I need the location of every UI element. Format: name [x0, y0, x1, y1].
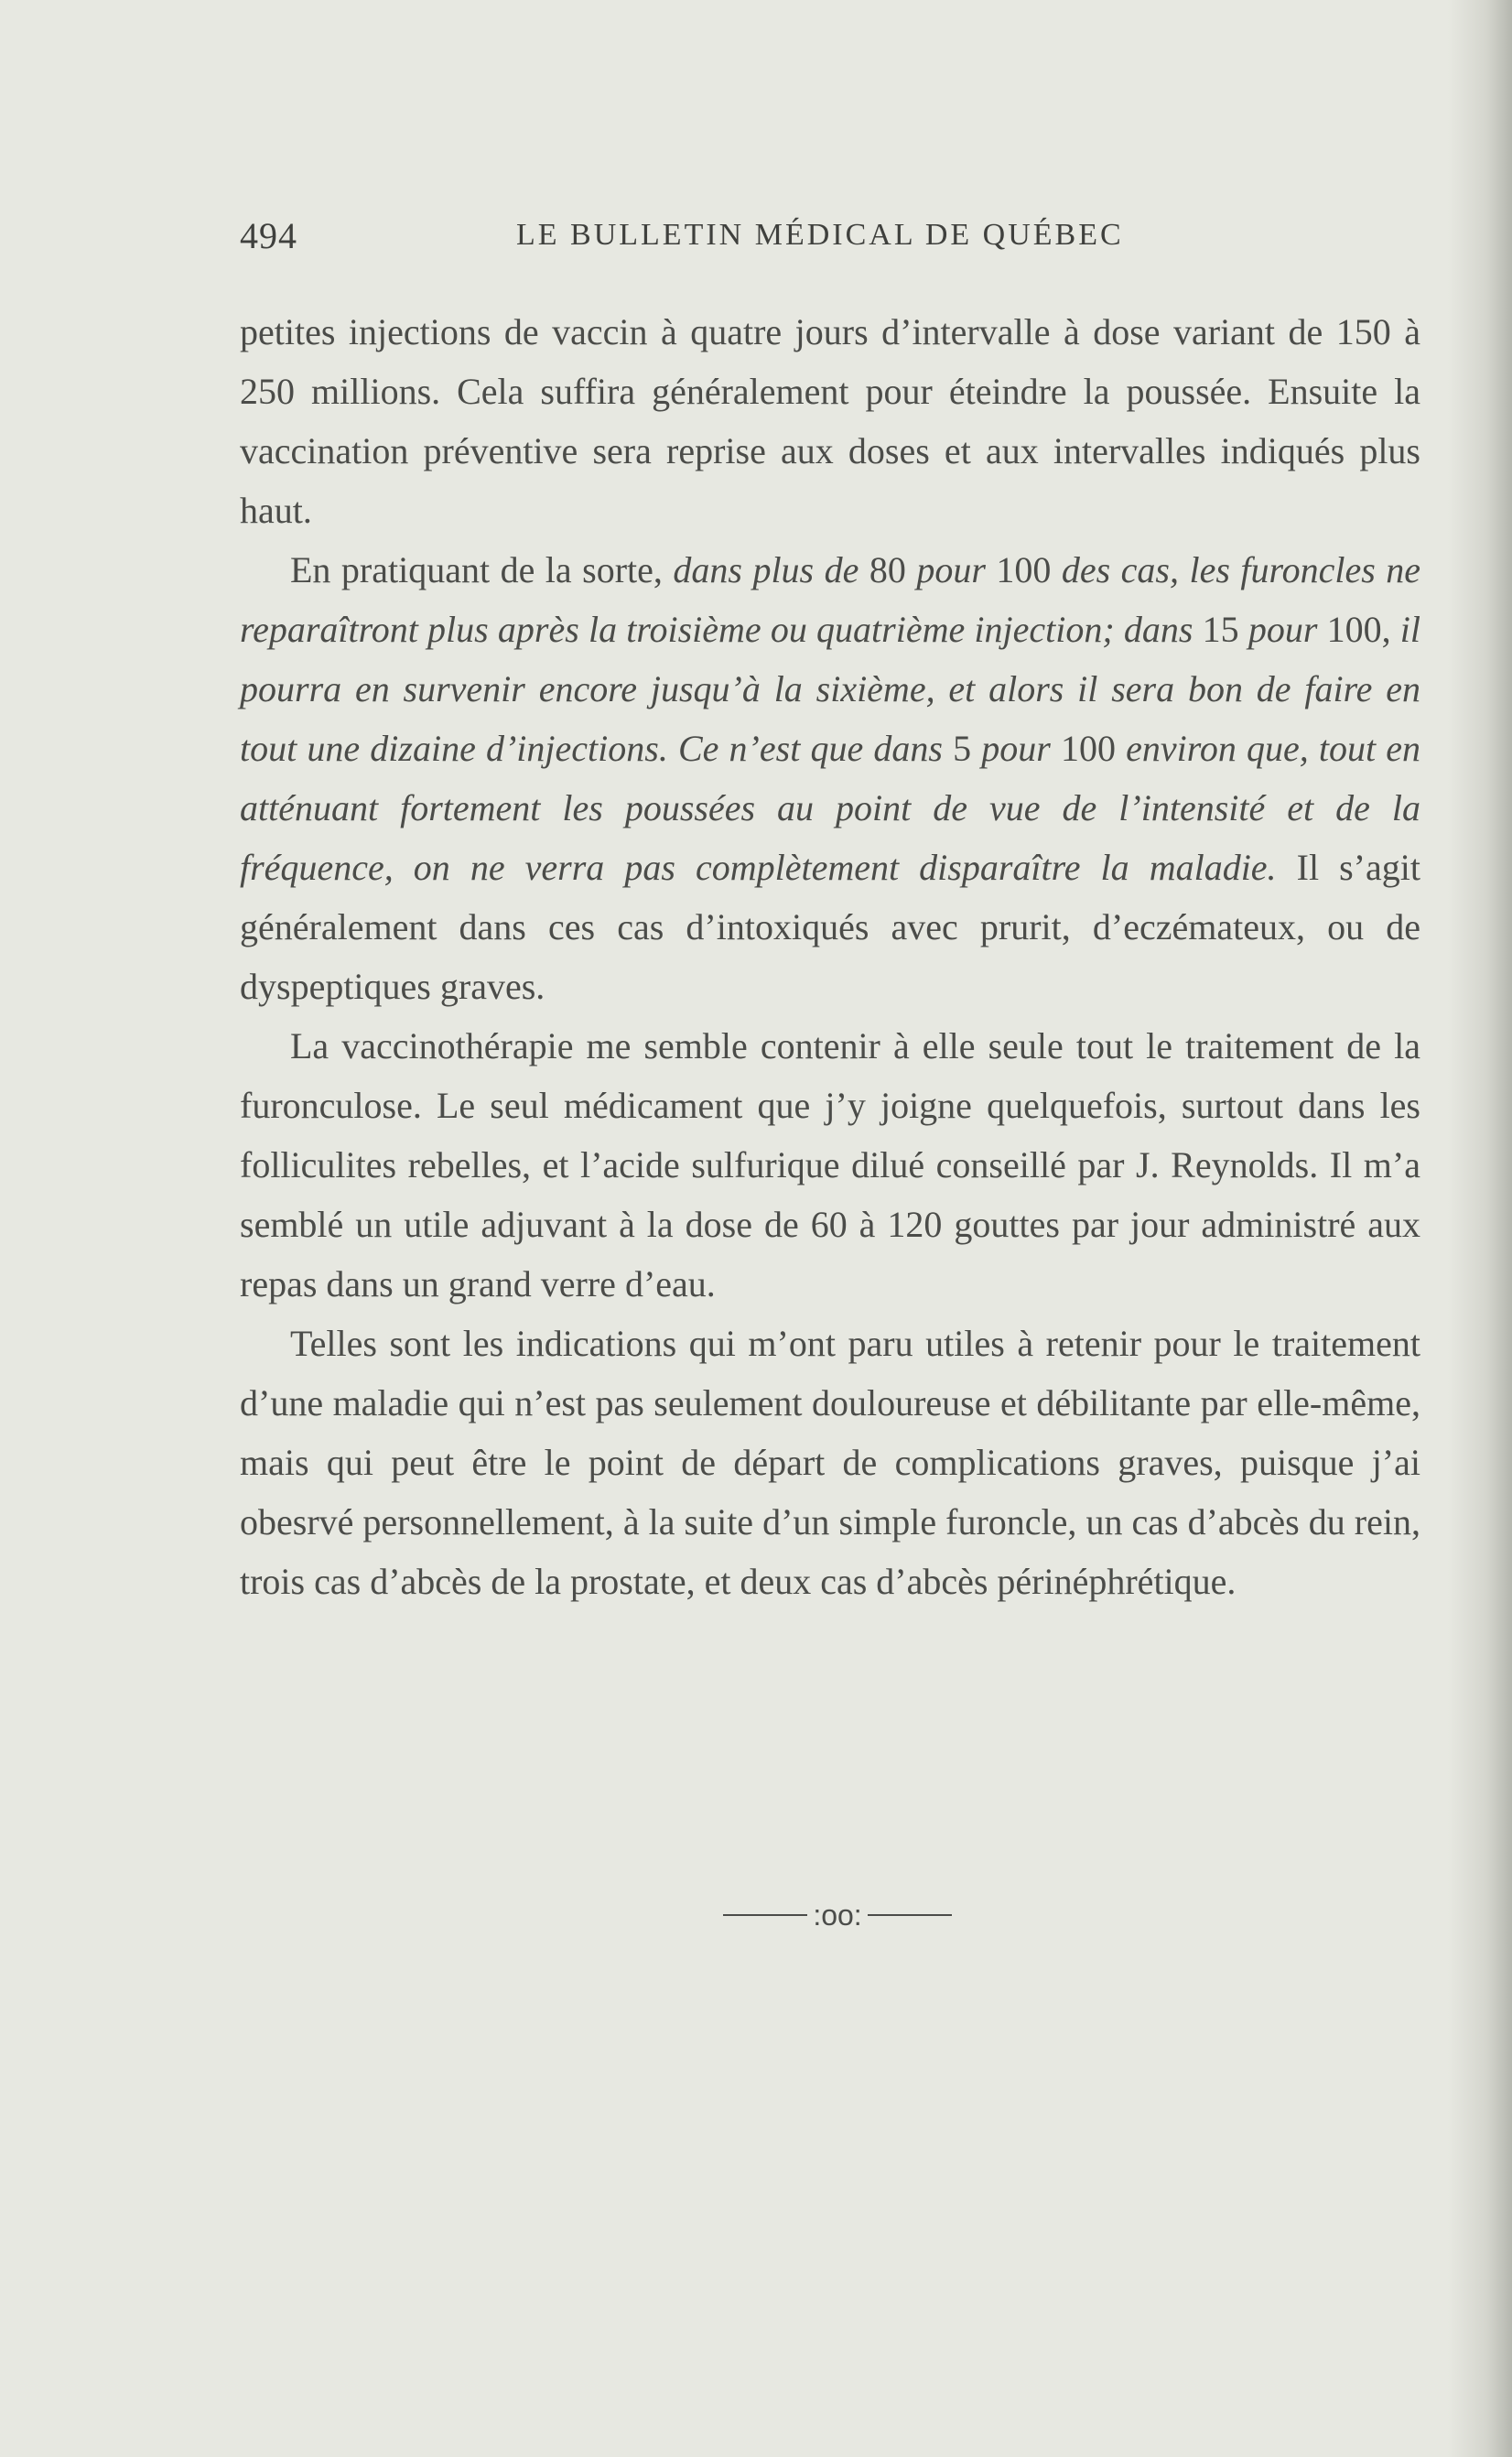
page-number: 494: [240, 215, 297, 256]
paragraph-3: La vaccinothérapie me semble contenir à elle seule tout le traitement de la furonculose. Le seul médicament que j’y joigne quelquefois, surtout dans les folliculites rebelles, et l’acide sulfurique dilué conseillé par J. Reynolds. Il m’a semblé un utile adjuvant à la dose de 60 à 120 gouttes par jour administré aux repas dans un grand verre d’eau.: [240, 1025, 1420, 1304]
paragraph-2-italic-f: des cas, les furoncles ne reparaîtront plus après la troisième ou quatrième injection; dans: [240, 549, 1421, 650]
journal-title: LE BULLETIN MÉDICAL DE QUÉBEC: [516, 218, 1124, 252]
paragraph-2-number-i: 100,: [1317, 609, 1400, 650]
separator-right-rule: [868, 1914, 952, 1916]
paragraph-2-number-c: 80: [859, 549, 917, 590]
paragraph-2-number-e: 100: [985, 549, 1062, 590]
paragraph-2-italic-j: il pourra en survenir encore jusqu’à la sixième, et alors il sera bon de faire en tout une dizaine d’injections. Ce n’est que dans: [240, 609, 1421, 769]
paragraph-2-italic-h: pour: [1247, 609, 1318, 650]
paragraph-2-text-o: Il s’agit généralement dans ces cas d’intoxiqués avec prurit, d’eczémateux, ou de dyspeptiques graves.: [240, 847, 1420, 1007]
paragraph-2-italic-n: environ que, tout en atténuant fortement les poussées au point de vue de l’intensité et de la fréquence, on ne verra pas complètement disparaître la maladie.: [240, 728, 1421, 888]
page-edge-shadow: [1448, 0, 1512, 2457]
paragraph-2-number-g: 15: [1193, 609, 1248, 650]
separator-left-rule: [723, 1914, 807, 1916]
section-separator: [714, 1892, 961, 1938]
paragraph-1: petites injections de vaccin à quatre jours d’intervalle à dose variant de 150 à 250 millions. Cela suffira généralement pour éteindre la poussée. Ensuite la vaccination préventive sera reprise aux doses et aux intervalles indiqués plus haut.: [240, 311, 1420, 531]
paragraph-2-italic-d: pour: [916, 549, 986, 590]
paragraph-2: [240, 540, 1420, 1016]
paragraph-2-italic-b: dans plus de: [673, 549, 859, 590]
paragraph-4: Telles sont les indications qui m’ont paru utiles à retenir pour le traitement d’une maladie qui n’est pas seulement douloureuse et débilitante par elle-même, mais qui peut être le point de départ de complications graves, puisque j’ai obesrvé personnellement, à la suite d’un simple furoncle, un cas d’abcès du rein, trois cas d’abcès de la prostate, et deux cas d’abcès périnéphrétique.: [240, 1323, 1420, 1602]
separator-ornament: :oo:: [813, 1898, 862, 1932]
paragraph-2-italic-l: pour: [981, 728, 1051, 769]
paragraph-2-number-m: 100: [1050, 728, 1127, 769]
article-body: [240, 302, 1420, 1611]
running-head: [240, 209, 1420, 264]
paragraph-2-number-k: 5: [942, 728, 982, 769]
paragraph-2-text-a: En pratiquant de la sorte,: [290, 549, 674, 590]
